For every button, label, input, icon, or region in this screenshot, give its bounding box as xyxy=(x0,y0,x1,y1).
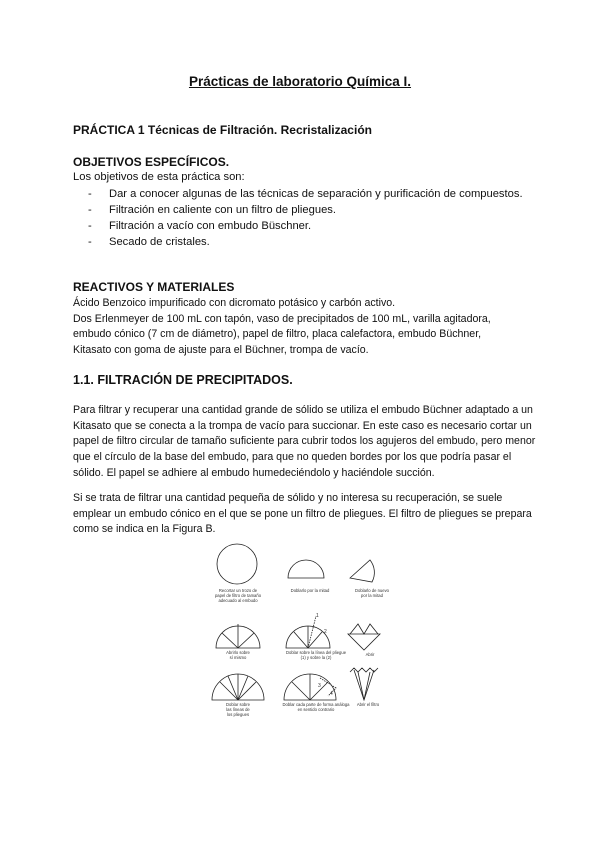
caption-step-6: Abrir xyxy=(365,652,375,657)
reagents-line: embudo cónico (7 cm de diámetro), papel de filtro, placa calefactora, embudo Büchner, xyxy=(73,328,482,340)
caption-step-1: Recortar un trozo de papel de filtro de tamaño adecuado al embudo xyxy=(214,588,262,603)
step-1-circle xyxy=(217,544,257,584)
list-item: - Filtración a vacío con embudo Büschner. xyxy=(88,220,312,232)
fold-label-3: 3 xyxy=(318,683,321,689)
step-9-filter xyxy=(354,670,374,700)
reagents-line: Kitasato con goma de ajuste para el Büchner, trompa de vacío. xyxy=(73,343,369,356)
objectives-heading: OBJETIVOS ESPECÍFICOS. xyxy=(73,155,230,169)
section-paragraph-1: Para filtrar y recuperar una cantidad grande de sólido se utiliza el embudo Büchner adaptado a un Kitasato que se conecta a la trompa de vacío para succionar. En este caso es necesario cortar un papel de filtro circular de tamaño suficiente para cubrir todos los agujeros del embudo, pero menor que el círculo de la base del embudo, para que no queden bordes por los que podría pasar el sólido. El papel se adhiere al embudo humedeciéndolo y haciéndole succión. xyxy=(73,404,536,479)
section-paragraph-2: Si se trata de filtrar una cantidad pequeña de sólido y no interesa su recuperación, se suele emplear un embudo cónico en el que se pone un filtro de pliegues. El filtro de pliegues se prepara como se indica en la Figura B. xyxy=(73,492,532,536)
list-item: - Dar a conocer algunas de las técnicas de separación y purificación de compuestos. xyxy=(88,188,523,200)
filter-folding-figure xyxy=(200,538,400,722)
step-3-quarter xyxy=(350,560,374,582)
caption-step-7: Doblar sobre las líneas de los pliegues xyxy=(226,702,250,717)
section-heading: 1.1. FILTRACIÓN DE PRECIPITADOS. xyxy=(73,373,293,387)
reagents-line: Dos Erlenmeyer de 100 mL con tapón, vaso de precipitados de 100 mL, varilla agitadora, xyxy=(73,312,491,325)
list-item: - Secado de cristales. xyxy=(88,236,210,248)
caption-step-4: Abrirlo sobre sí mismo xyxy=(226,650,250,660)
reagents-text xyxy=(73,296,543,358)
fold-label-1: 1 xyxy=(316,613,319,619)
page-title: Prácticas de laboratorio Química I. xyxy=(188,74,412,89)
objectives-intro: Los objetivos de esta práctica son: xyxy=(73,171,245,183)
fold-label-4: 4 xyxy=(330,691,333,697)
fold-label-2: 2 xyxy=(324,629,327,635)
reagents-line: Ácido Benzoico impurificado con dicromato potásico y carbón activo. xyxy=(73,297,396,309)
caption-step-2: Doblarlo por la mitad xyxy=(290,588,330,593)
step-6-open xyxy=(348,634,380,650)
caption-step-9: Abrir el filtro xyxy=(356,702,380,707)
folding-diagram xyxy=(200,538,400,722)
caption-step-8: Doblar cada parte de forma análoga en sentido contrario xyxy=(282,702,350,712)
objectives-list xyxy=(73,186,543,250)
reagents-heading: REACTIVOS Y MATERIALES xyxy=(73,280,235,294)
caption-step-5: Doblar sobre la línea del pliegue (1) y sobre la (2) xyxy=(285,650,347,660)
step-2-half xyxy=(288,560,324,578)
practice-heading: PRÁCTICA 1 Técnicas de Filtración. Recristalización xyxy=(73,123,372,137)
list-item: - Filtración en caliente con un filtro de pliegues. xyxy=(88,204,336,216)
caption-step-3: Doblarlo de nuevo por la mitad xyxy=(355,588,389,598)
